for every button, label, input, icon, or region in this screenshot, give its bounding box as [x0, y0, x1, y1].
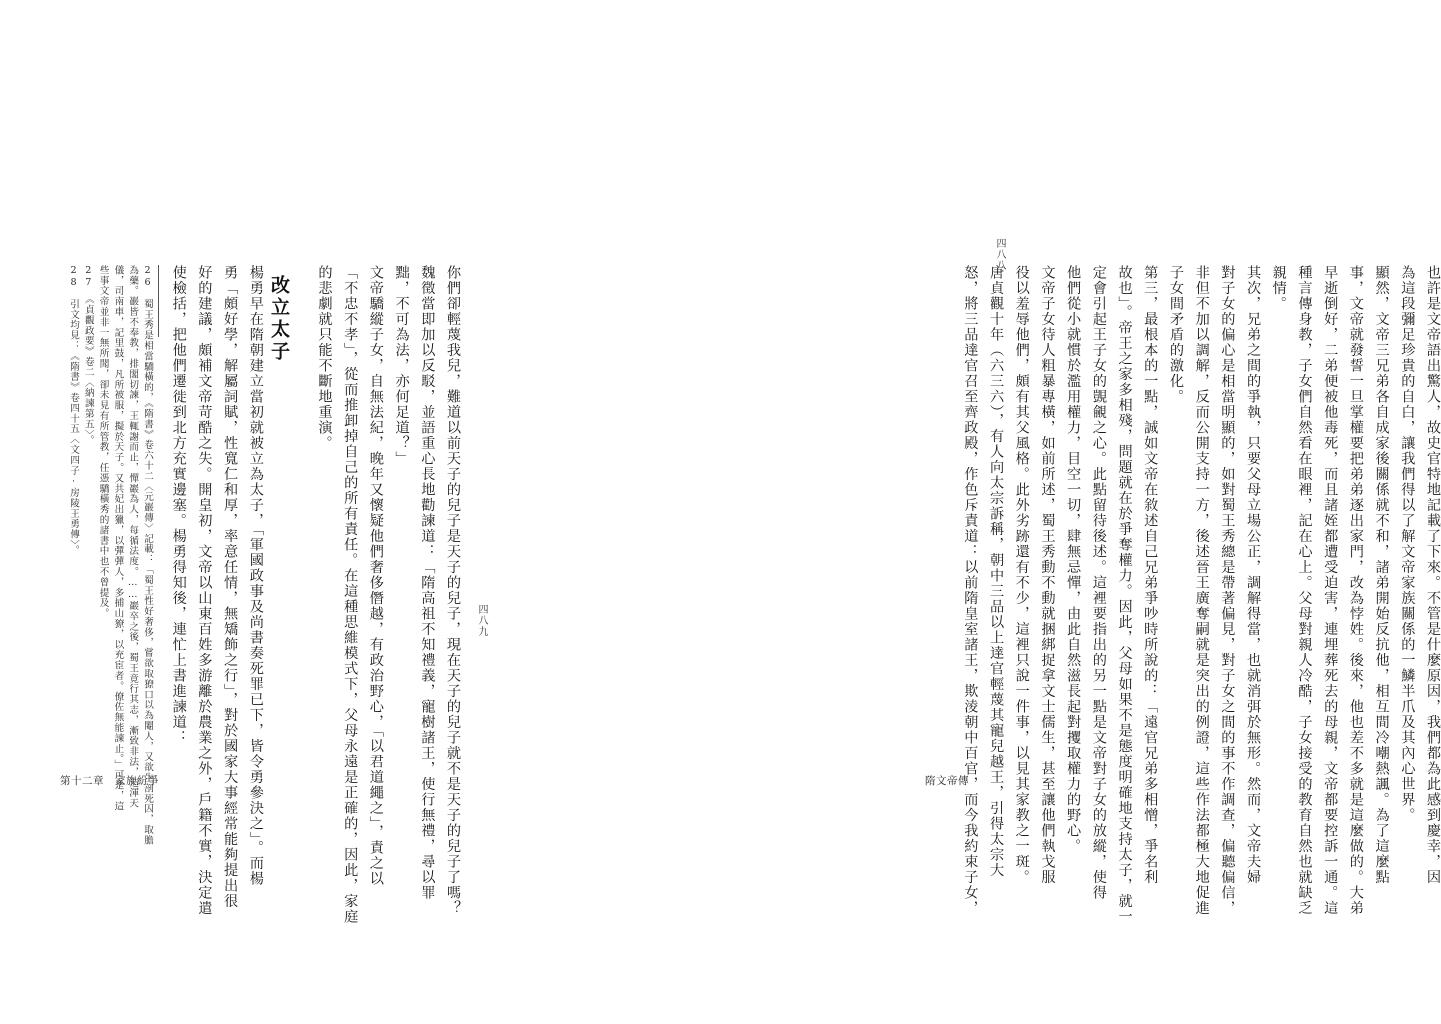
footnote-divider [158, 265, 159, 337]
body-column: 顯然，文帝三兄弟各自成家後關係就不和，諸弟開始反抗他，相互間冷嘲熱諷。為了這麼點 [1373, 265, 1390, 885]
section-column: 好的建議，頗補文帝苛酷之失。開皇初，文帝以山東百姓多游離於農業之外，戶籍不實，決定遣 [196, 265, 213, 916]
body-column: 怒，將三品達官召至齊政殿，作色斥責道：以前隋皇室諸王，欺淩朝中百官，而今我約束子女， [962, 265, 979, 916]
footnote-column: 儀，司南車，記里鼓，凡所被服，擬於天子。又共妃出獵，以彈彈人，多捕山獠，以充宦者。僚佐無能諫止。」可是，這 [112, 265, 124, 812]
footnote-column: 27 《貞觀政要》卷二〈納諫第五〉。 [82, 265, 94, 446]
body-column: 「不忠不孝」，從而推卸掉自己的所有責任。在這種思維模式下，父母永遠是正確的，因此，家庭 [342, 265, 359, 925]
section-column: 楊勇早在隋朝建立當初就被立為太子，「軍國政事及尚書奏死罪已下，皆令勇參決之」。而楊 [247, 265, 264, 887]
body-column: 事，文帝就發誓一旦掌權要把弟弟逐出家門，改為悖姓。後來，他也差不多就是這麼做的。大弟 [1347, 265, 1364, 916]
footnote-column: 26 蜀王秀是相當驕橫的，《隋書》卷六十二〈元巖傳〉記載：「蜀王性好奢侈，嘗欲取獠口以為閹人，又欲生剖死囚，取膽 [142, 265, 153, 846]
body-column: 你們卻輕蔑我兒，難道以前天子的兒子是天子的兒子，現在天子的兒子就不是天子的兒子了嗎？ [445, 265, 461, 916]
section-column: 勇「頗好學，解屬詞賦，性寬仁和厚，率意任情，無矯飾之行」，對於國家大事經常能夠提出很 [222, 265, 239, 909]
body-column: 親情。 [1270, 265, 1287, 312]
body-column: 唐貞觀十年（六三六），有人向太宗訴稱，朝中三品以上達官輕蔑其寵兒越王，引得太宗大 [988, 265, 1005, 878]
body-column: 早逝倒好，二弟便被他毒死，而且諸姪都遭受迫害，連埋葬死去的母親，文帝都要控訴一通。這 [1322, 265, 1339, 916]
body-column: 的悲劇就只能不斷地重演。 [316, 265, 333, 451]
footnote-column: 些事文帝並非一無所聞，卻未見有所管教，任憑驕橫秀的諸書中也不曾提及。 [97, 265, 109, 619]
body-column: 魏徵當即加以反駁，並語重心長地勸諫道：「隋高祖不知禮義，寵樹諸王，使行無禮，尋以罪 [419, 265, 436, 901]
body-column: 也許是文帝語出驚人，故史官特地記載了下來。不管是什麼原因，我們都為此感到慶幸，因 [1425, 265, 1441, 885]
footnote-column: 28 引文均見：《隋書》卷四十五〈文四子·房陵王勇傳〉。 [68, 265, 80, 556]
body-column: 文帝子女待人粗暴專橫，如前所述，蜀王秀動不動就捆綁捉拿文士儒生，甚至讓他們執戈服 [1039, 265, 1056, 885]
left-page [0, 0, 512, 1024]
footnote-column: 為藥。巖皆不奉教，排閣切諫，王輒謝而止，憚巖為人，每循法度。……巖卒之後，蜀王竟行其志，漸致非法，造渾天 [127, 265, 139, 809]
body-column: 役以羞辱他們，頗有其父風格。此外劣跡還有不少，這裡只說一件事，以見其家教之一斑。 [1013, 265, 1030, 885]
body-column: 文帝驕縱子女，自無法紀，晚年又懷疑他們奢侈僭越，有政治野心，「以君道繩之」，責之以 [367, 265, 384, 887]
body-column: 其次，兄弟之間的爭執，只要父母立場公正，調解得當，也就消弭於無形。然而，文帝夫婦 [1245, 265, 1262, 885]
body-column: 定會引起王子女的覬覦之心。此點留待後述。這裡要指出的另一點是文帝對子女的放縱，使得 [1090, 265, 1107, 901]
body-column: 非但不加以調解，反而公開支持一方，後述晉王廣奪嗣就是突出的例證，這些作法都極大地促進 [1193, 265, 1210, 916]
right-page-body [962, 265, 1441, 925]
body-column: 種言傳身教，子女們自然看在眼裡，記在心上。父母對親人冷酷，子女接受的教育自然也就缺乏 [1296, 265, 1313, 916]
running-head: 第十二章 家族紛爭 [60, 775, 159, 787]
running-head: 隋文帝傳 [925, 775, 969, 787]
body-column: 為這段彌足珍貴的自白，讓我們得以了解文帝家族關係的一鱗半爪及其內心世界。 [1399, 265, 1416, 823]
body-column: 他們從小就慣於濫用權力，目空一切，肆無忌憚，由此自然滋長起對攫取權力的野心。 [1065, 265, 1082, 854]
left-page-body [160, 265, 461, 925]
body-column: 黜，不可為法，亦何足道？」 [393, 265, 410, 467]
section-title: 改立太子 [268, 275, 290, 363]
body-column: 第三，最根本的一點，誠如文帝在敘述自己兄弟爭吵時所說的：「遠官兄弟多相憎，爭名利 [1142, 265, 1159, 885]
body-column: 對子女的偏心是相當明顯的，如對蜀王秀總是帶著偏見，對子女之間的事不作調查，偏聽偏信， [1219, 265, 1236, 916]
page-number: 四八八 [994, 238, 1005, 271]
section-column: 使檢括，把他們遷徙到北方充實邊塞。楊勇得知後，連忙上書進諫道： [170, 265, 187, 746]
page-number: 四八九 [476, 604, 487, 637]
right-page [512, 0, 1441, 1024]
body-column: 子女間矛盾的激化。 [1167, 265, 1184, 405]
body-column: 故也」。帝王之家多相殘，問題就在於爭奪權力。因此，父母如果不是態度明確地支持太子，就一 [1116, 265, 1133, 925]
